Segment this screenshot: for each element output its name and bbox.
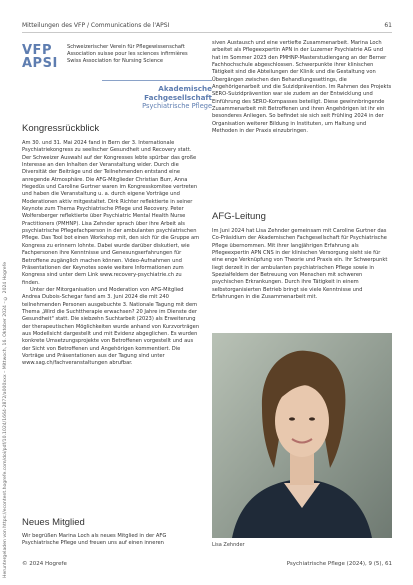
neues-mitglied-section: [22, 517, 200, 548]
organization-name: [67, 44, 188, 66]
kongress-body: [22, 140, 200, 368]
neues-body: Wir begrüßen Marina Loch als neues Mitglied in der AFG Psychiatrische Pflege und freuen uns auf einen inneren: [22, 533, 167, 547]
neues-continuation: siven Austausch und eine vertiefte Zusammenarbeit. Marina Loch arbeitet als Pflegeexpertin APN in der Luzerner Psychiatrie AG und hat im Sommer 2023 den PMHNP-Masterstudiengang an der Berner Fachhochschule abgeschlossen. Schwerpunkte ihrer klinischen Tätigkeit sind die Abteilungen der Klinik und die Gestaltung von Übergängen zwischen den Behandlungssettings, die Angehörigenarbeit und die Suizidprävention. Im Rahmen des Projekts SERO-Suizidprävention war sie zudem an der Entwicklung und Einführung des SERO-Kompasses beteiligt. Diese gewinnbringende Zusammenarbeit mit Betroffenen und ihren Angehörigen ist ihr ein besonderes Anliegen. So befindet sie sich seit Frühling 2024 in der Organisation weiterer Bildung in Instituten, um Haltung und Methoden in der Praxis einzubringen.: [212, 40, 392, 135]
afg-title: Akademische Fachgesellschaft: [144, 84, 212, 102]
afg-leitung-section: [212, 211, 392, 301]
portrait-illustration: [212, 333, 392, 538]
footer-citation: Psychiatrische Pflege (2024), 9 (5), 61: [286, 561, 392, 567]
page-number: 61: [384, 22, 392, 29]
photo-caption: Lisa Zehnder: [212, 542, 245, 548]
afg-subtitle: Psychiatrische Pflege: [142, 102, 212, 110]
org-name-en: Swiss Association for Nursing Science: [67, 58, 164, 65]
afg-divider: [102, 80, 212, 81]
neues-heading: Neues Mitglied: [22, 517, 85, 528]
header-left: Mitteilungen des VFP / Communications de l'APSI: [22, 22, 170, 29]
kongress-paragraph-1: Am 30. und 31. Mai 2024 fand in Bern der 3. Internationale Psychiatriekongress zu seelischer Gesundheit und Recovery statt. Der Schweizer Auswahl auf der Kongresses lebte spürbar das große Interesse an den Inhalten der Veranstaltung wider. Durch die Diversität der Beiträge und der Teilnehmenden entstand eine anregende Atmosphäre. Die AFG-Mitglieder Christian Burr, Anna Hegedüs und Caroline Gurtner waren im Kongresskomitee vertreten und haben die Veranstaltung u. a. durch eigene Vorträge und Moderationen aktiv mitgestaltet. Dirk Richter reflektierte in seiner Keynote zum Thema Psychiatrische Pflege und Recovery. Peter Wolfersberger reflektierte über Psychiatric Mental Health Nurse Practitioners (PMHNP). Lisa Zehnder sprach über ihre Arbeit als psychiatrische Pflegefachperson in der ambulanten psychiatrischen Pflege. Das Tool bot einen Workshop mit, den sich für die Gruppe am Kongress zu erinnern lohnte. Dabei wurde darüber diskutiert, wie Fachpersonen ihre Kenntnisse und Genesungserfahrungen für Betroffene zugänglich machen können. Video-Aufnahmen und Präsentationen der Keynotes sowie weitere Informationen zum Kongress sind unter dem Link www.recovery-psychiatrie.ch zu finden.: [22, 140, 200, 286]
kongress-heading: Kongressrückblick: [22, 123, 100, 134]
header-divider: [22, 32, 392, 33]
org-name-fr: Association suisse pour les sciences infirmières: [67, 51, 188, 58]
footer-copyright: © 2024 Hogrefe: [22, 561, 67, 567]
download-sidebar-text: Heruntergeladen von https://econtent.hogrefe.com/doi/pdf/10.1024/1664-2872/a000xxx – Mittwoch, 16. Oktober 2024 – © 2024 Hogrefe: [3, 261, 8, 578]
kongress-paragraph-2: Unter der Mitorganisation und Moderation von AFG-Mitglied Andrea Dubois-Schegar fand am 3. Juni 2024 die mit 240 teilnehmenden Personen ausgebuchte 3. Nationale Tagung mit dem Thema „Wird die Suchttherapie erwachsen? 20 Jahre im Dienste der Gesundheit" statt. Die siebzehn Suchtarbeit (2023) als Erweiterung der therapeutischen Möglichkeiten wurde anhand von Kurzvorträgen aus Modellsicht dargestellt und mit Evidenz abgeglichen. Es wurden konkrete Umsetzungsprojekte von Betroffenen vorgestellt und aus der Sicht von Betroffenen und Angehörigen kommentiert. Die Vorträge und Präsentationen aus der Tagung sind unter www.sag.ch/fachveranstaltungen abrufbar.: [22, 286, 200, 367]
apsi-wordmark: APSI: [22, 56, 58, 71]
org-name-de: Schweizerischer Verein für Pflegewissenschaft: [67, 44, 185, 50]
portrait-photo: [212, 333, 392, 538]
organization-logo: [22, 43, 212, 111]
afg-label: [102, 80, 212, 110]
vfp-wordmark: VFP: [22, 43, 52, 58]
afg-body: Im Juni 2024 hat Lisa Zehnder gemeinsam mit Caroline Gurtner das Co-Präsidium der Akademischen Fachgesellschaft für Psychiatrische Pflege übernommen. Mit ihrer langjährigen Erfahrung als Pflegeexpertin APN CNS in der klinischen Versorgung sieht sie für eine enge Verknüpfung von Theorie und Praxis ein. Ihr Schwerpunkt liegt derzeit in der ambulanten psychiatrischen Pflege sowie in Spezialfeldern der Betreuung von Menschen mit schweren psychischen Erkrankungen. Durch ihre Tätigkeit in einem selbstorganisierten Betrieb bringt sie viele Kenntnisse und Erfahrungen in die Zusammenarbeit mit.: [212, 228, 388, 301]
afg-heading: AFG-Leitung: [212, 211, 266, 222]
vfp-apsi-logo: [22, 45, 58, 71]
kongress-section: [22, 123, 200, 368]
